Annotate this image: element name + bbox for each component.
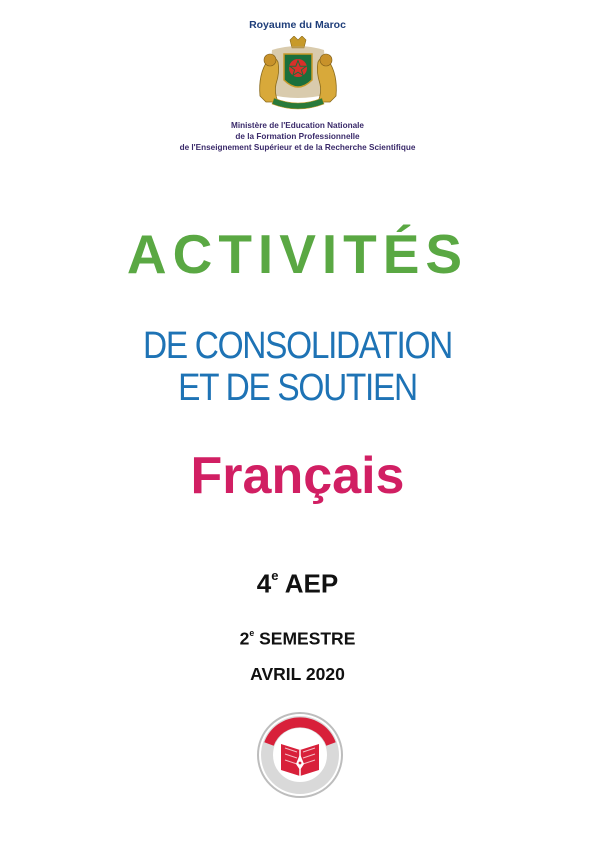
coat-of-arms-icon [254, 36, 342, 112]
grade-label: AEP [284, 568, 339, 599]
semester-number: 2 [239, 628, 250, 649]
grade-number: 4 [256, 568, 272, 599]
subtitle-block [36, 325, 560, 409]
ministry-line-3: de l'Enseignement Supérieur et de la Recherche Scientifique [179, 143, 416, 152]
semester-superscript: e [249, 628, 255, 638]
grade-level [0, 568, 595, 599]
grade-superscript: e [271, 568, 279, 583]
ministry-line-1: Ministère de l'Education Nationale [231, 121, 364, 130]
publication-date: AVRIL 2020 [250, 664, 345, 684]
ministry-line-2: de la Formation Professionnelle [235, 132, 360, 141]
title-activites: ACTIVITÉS [126, 223, 469, 285]
kingdom-heading: Royaume du Maroc [249, 19, 346, 31]
semester-label: SEMESTRE [259, 628, 356, 649]
subtitle-line-2: ET DE SOUTIEN [178, 367, 417, 409]
subject-title: Français [190, 447, 405, 505]
subtitle-line-1: DE CONSOLIDATION [143, 325, 452, 367]
publisher-logo-icon [255, 710, 345, 800]
semester [0, 628, 595, 649]
ministry-heading [0, 120, 595, 153]
